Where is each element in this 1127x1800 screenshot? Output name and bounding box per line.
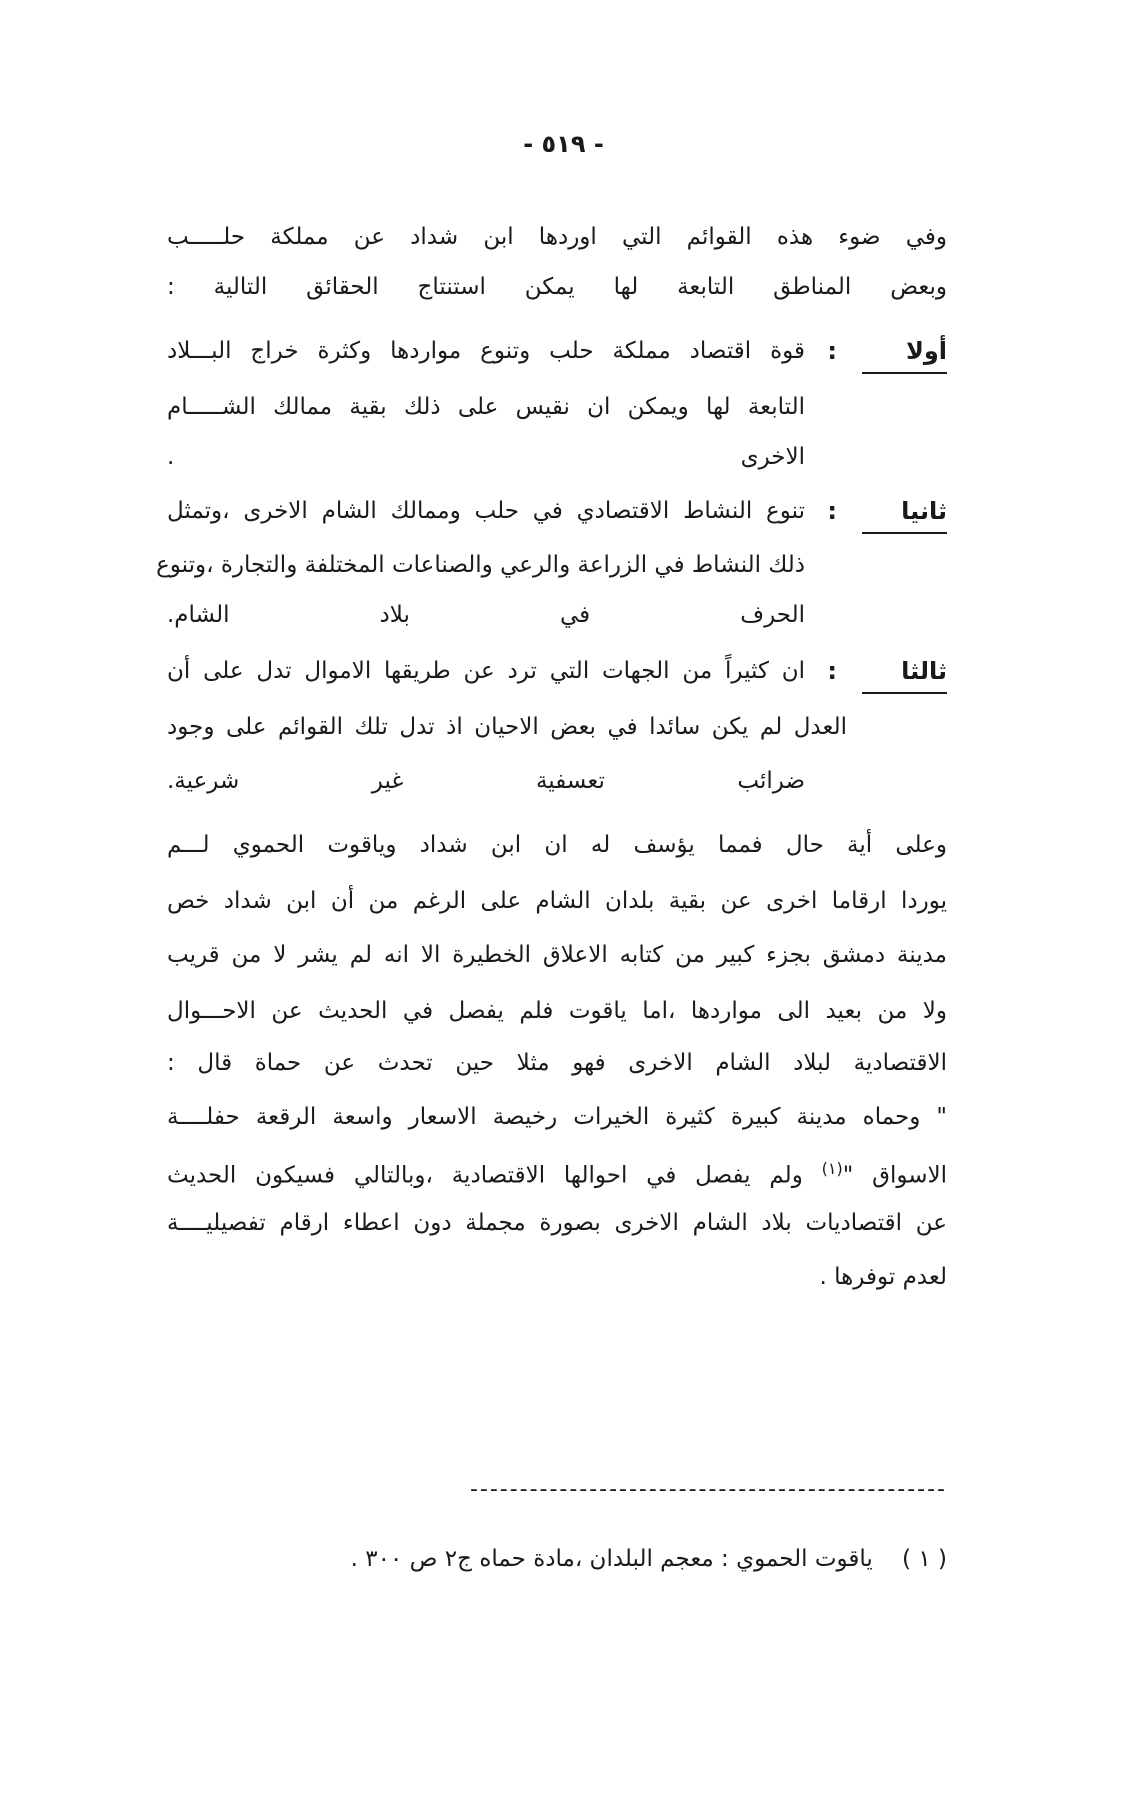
item-2-line-3: الحرف في بلاد الشام. bbox=[167, 602, 805, 628]
body-line-1: وعلى أية حال فمما يؤسف له ان ابن شداد وياقوت الحموي لـــم bbox=[167, 832, 947, 858]
item-colon: : bbox=[827, 657, 837, 685]
body-line-2: يوردا ارقاما اخرى عن بقية بلدان الشام على الرغم من أن ابن شداد خص bbox=[167, 888, 947, 914]
footnote-separator: ------------------------------------------------ bbox=[469, 1478, 947, 1502]
page-number: - ٥١٩ - bbox=[523, 130, 604, 158]
footnote bbox=[351, 1542, 947, 1576]
item-label-underline bbox=[862, 692, 947, 694]
item-3-line-2: العدل لم يكن سائدا في بعض الاحيان اذ تدل تلك القوائم على وجود bbox=[167, 714, 847, 740]
quote-end: الاسواق " bbox=[842, 1162, 947, 1189]
body-line-6: " وحماه مدينة كبيرة كثيرة الخيرات رخيصة الاسعار واسعة الرقعة حفلــــة bbox=[167, 1104, 947, 1130]
item-colon: : bbox=[827, 497, 837, 525]
item-label-underline bbox=[862, 532, 947, 534]
body-line-7-rest: ولم يفصل في احوالها الاقتصادية ،وبالتالي فسيكون الحديث bbox=[167, 1162, 803, 1189]
item-3-line-3: ضرائب تعسفية غير شرعية. bbox=[167, 768, 805, 794]
footnote-reference: (١) bbox=[821, 1159, 843, 1178]
item-2-line-1: تنوع النشاط الاقتصادي في حلب وممالك الشام الاخرى ،وتمثل bbox=[167, 498, 805, 524]
intro-line-2: وبعض المناطق التابعة لها يمكن استنتاج الحقائق التالية : bbox=[167, 274, 947, 300]
body-line-7 bbox=[167, 1152, 947, 1193]
item-label-underline bbox=[862, 372, 947, 374]
body-line-9: لعدم توفرها . bbox=[819, 1264, 947, 1290]
item-colon: : bbox=[827, 337, 837, 365]
item-3-line-1: ان كثيراً من الجهات التي ترد عن طريقها الاموال تدل على أن bbox=[167, 658, 805, 684]
body-line-3: مدينة دمشق بجزء كبير من كتابه الاعلاق الخطيرة الا انه لم يشر لا من قريب bbox=[167, 942, 947, 968]
intro-line-1: وفي ضوء هذه القوائم التي اوردها ابن شداد عن مملكة حلـــــب bbox=[167, 224, 947, 250]
item-2-line-2: ذلك النشاط في الزراعة والرعي والصناعات المختلفة والتجارة ،وتنوع bbox=[156, 552, 805, 578]
body-line-5: الاقتصادية لبلاد الشام الاخرى فهو مثلا حين تحدث عن حماة قال : bbox=[167, 1050, 947, 1076]
footnote-text: ياقوت الحموي : معجم البلدان ،مادة حماه ج٢ ص ٣٠٠ . bbox=[350, 1546, 873, 1572]
item-1-line-3: الاخرى . bbox=[167, 444, 805, 470]
item-1-line-1: قوة اقتصاد مملكة حلب وتنوع مواردها وكثرة خراج البـــلاد bbox=[167, 338, 805, 364]
body-line-8: عن اقتصاديات بلاد الشام الاخرى بصورة مجملة دون اعطاء ارقام تفصيليــــة bbox=[167, 1210, 947, 1236]
item-1-line-2: التابعة لها ويمكن ان نقيس على ذلك بقية ممالك الشـــــام bbox=[167, 394, 805, 420]
item-label-first: أولا bbox=[905, 337, 947, 365]
item-label-third: ثالثا bbox=[901, 657, 947, 685]
body-line-4: ولا من بعيد الى مواردها ،اما ياقوت فلم يفصل في الحديث عن الاحـــوال bbox=[167, 998, 947, 1024]
item-label-second: ثانيا bbox=[901, 497, 947, 525]
footnote-marker: ( ١ ) bbox=[902, 1546, 947, 1572]
